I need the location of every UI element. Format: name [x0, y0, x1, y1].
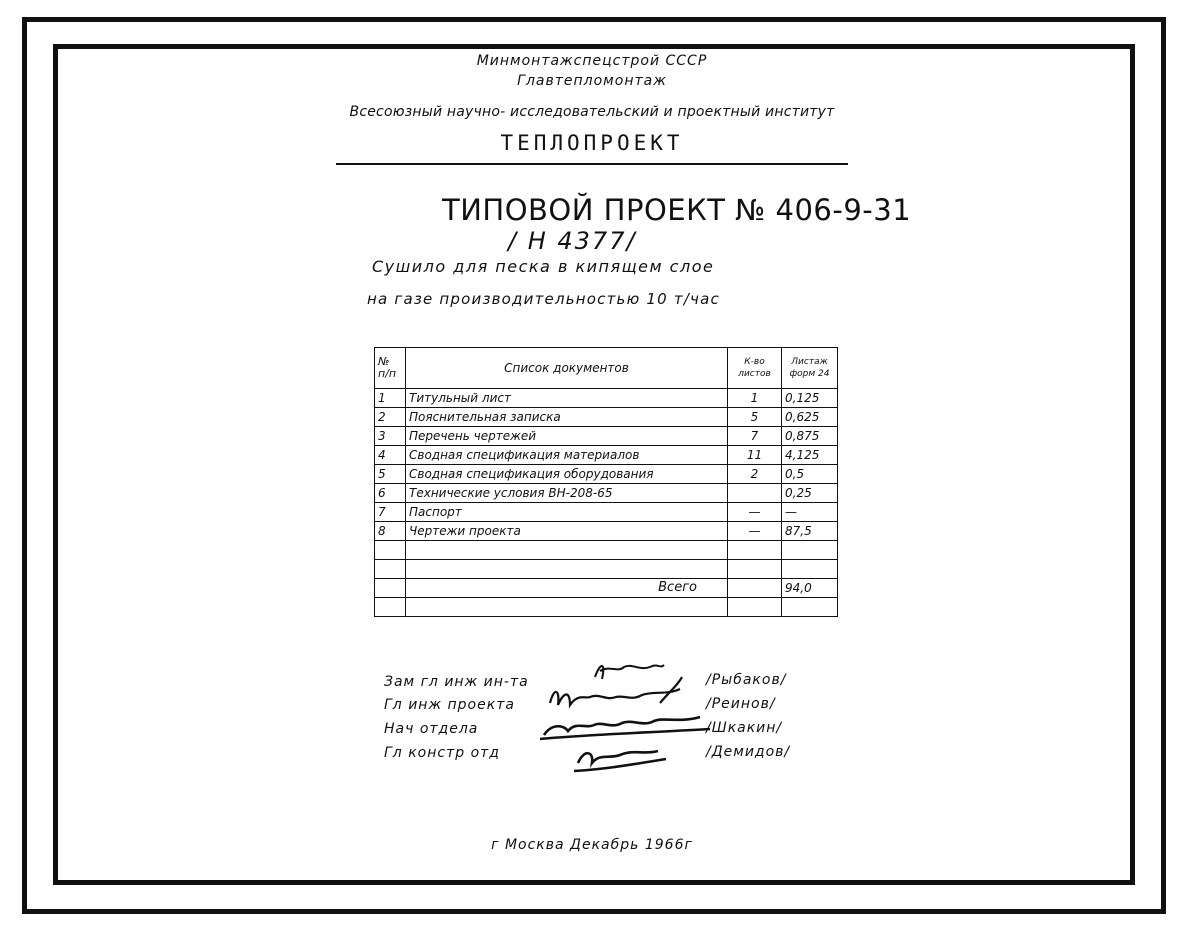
signature-mark	[550, 677, 682, 705]
row-format: 0,875	[782, 427, 838, 446]
table-row	[375, 598, 838, 617]
row-num: 2	[375, 408, 406, 427]
signature-mark	[595, 665, 664, 679]
row-name: Паспорт	[406, 503, 728, 522]
table-header-row	[375, 348, 838, 389]
row-format: 0,5	[782, 465, 838, 484]
row-num	[375, 560, 406, 579]
table-row	[375, 560, 838, 579]
table-row	[375, 465, 838, 484]
total-row	[375, 579, 838, 598]
row-sheets: 2	[728, 465, 782, 484]
row-num: 1	[375, 389, 406, 408]
row-format	[782, 598, 838, 617]
table-row	[375, 427, 838, 446]
table-row	[375, 389, 838, 408]
row-name: Сводная спецификация оборудования	[406, 465, 728, 484]
row-name	[406, 560, 728, 579]
row-sheets	[728, 484, 782, 503]
signature-role: Гл инж проекта	[384, 697, 515, 713]
row-num: 3	[375, 427, 406, 446]
row-sheets: 7	[728, 427, 782, 446]
signature-name: /Реинов/	[706, 696, 776, 712]
row-num: 8	[375, 522, 406, 541]
row-sheets	[728, 598, 782, 617]
row-name: Технические условия ВН-208-65	[406, 484, 728, 503]
row-name: Чертежи проекта	[406, 522, 728, 541]
header-format: Листаж форм 24	[782, 348, 838, 389]
documents-table	[374, 347, 838, 617]
row-name: Перечень чертежей	[406, 427, 728, 446]
signature-name: /Рыбаков/	[706, 672, 787, 688]
organization-name: ТЕПЛОПРОЕКТ	[500, 131, 684, 155]
signature-name: /Шкакин/	[706, 720, 783, 736]
project-number: ТИПОВОЙ ПРОЕКТ № 406-9-31	[442, 193, 912, 227]
row-format: —	[782, 503, 838, 522]
row-name	[406, 541, 728, 560]
signature-mark	[574, 751, 666, 771]
row-format: 0,125	[782, 389, 838, 408]
row-name: Пояснительная записка	[406, 408, 728, 427]
handwritten-signatures	[540, 655, 720, 780]
glavk-name: Главтепломонтаж	[517, 73, 667, 89]
signature-role: Нач отдела	[384, 721, 479, 737]
signature-mark	[540, 717, 710, 739]
header-divider	[336, 163, 848, 165]
row-num: 7	[375, 503, 406, 522]
row-num: 6	[375, 484, 406, 503]
row-format: 87,5	[782, 522, 838, 541]
signature-name: /Демидов/	[706, 744, 791, 760]
row-num	[375, 541, 406, 560]
row-name: Титульный лист	[406, 389, 728, 408]
total-label: Всего	[406, 579, 728, 598]
ministry-name: Минмонтажспецстрой СССР	[476, 53, 708, 69]
city-date: г Москва Декабрь 1966г	[491, 837, 693, 853]
row-num	[375, 598, 406, 617]
row-num: 4	[375, 446, 406, 465]
total-format: 94,0	[782, 579, 838, 598]
row-sheets: 11	[728, 446, 782, 465]
row-format	[782, 541, 838, 560]
project-code: / Н 4377/	[508, 227, 637, 255]
row-name	[406, 598, 728, 617]
row-sheets: 5	[728, 408, 782, 427]
total-sheets	[728, 579, 782, 598]
header-name: Список документов	[406, 348, 728, 389]
row-num: 5	[375, 465, 406, 484]
row-sheets	[728, 541, 782, 560]
row-sheets: —	[728, 503, 782, 522]
signature-role: Зам гл инж ин-та	[384, 674, 529, 690]
table-row	[375, 522, 838, 541]
total-num	[375, 579, 406, 598]
table-row	[375, 484, 838, 503]
row-name: Сводная спецификация материалов	[406, 446, 728, 465]
row-format: 0,25	[782, 484, 838, 503]
row-format	[782, 560, 838, 579]
project-title-line1: Сушило для песка в кипящем слое	[372, 257, 715, 276]
institute-name: Всесоюзный научно- исследовательский и проектный институт	[349, 104, 835, 120]
table-row	[375, 503, 838, 522]
table-row	[375, 408, 838, 427]
row-format: 0,625	[782, 408, 838, 427]
row-sheets: 1	[728, 389, 782, 408]
project-title-line2: на газе производительностью 10 т/час	[367, 290, 720, 308]
row-sheets: —	[728, 522, 782, 541]
row-sheets	[728, 560, 782, 579]
signature-role: Гл констр отд	[384, 745, 500, 761]
header-sheets: К-во листов	[728, 348, 782, 389]
row-format: 4,125	[782, 446, 838, 465]
table-row	[375, 541, 838, 560]
table-row	[375, 446, 838, 465]
header-num: № п/п	[375, 348, 406, 389]
